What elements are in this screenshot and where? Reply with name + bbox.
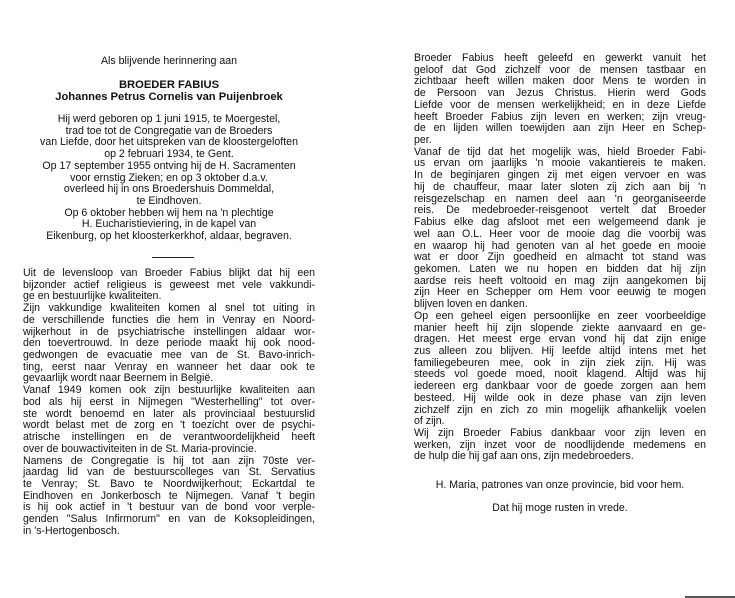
text-line: blijven loven en danken.: [414, 298, 528, 311]
text-line: aardse reis heeft voltooid en mag zijn aangekomen bij: [414, 274, 706, 287]
biography-line: van Liefde, door het uitspreken van de kloostergeloften: [40, 136, 298, 149]
biography-line: overleed hij in ons Broedershuis Dommeldal,: [63, 183, 275, 196]
text-line: bod als hij eerst in Nijmegen "Westerhelling" tot over-: [23, 395, 315, 408]
text-line: of zijn.: [414, 415, 445, 428]
text-line: zichzelf zijn en zich zo min mogelijk afhankelijk voelen: [414, 403, 706, 416]
biography-line: H. Eucharistieviering, in de kapel van: [81, 218, 257, 231]
text-line: Vanaf 1949 komen ook zijn bestuurlijke kwaliteiten aan: [23, 384, 315, 397]
text-line: te Venray; St. Bavo te Noordwijkerhout; Eckartdal te: [23, 477, 315, 490]
text-line: gedwongen de evacuatie mee van de St. Bavo-inrich-: [23, 349, 315, 362]
text-line: werken, zijn inzet voor de noodlijdende medemens en: [414, 438, 706, 451]
text-line: heeft Broeder Fabius zijn leven en werken; zijn vreug-: [414, 110, 706, 123]
biography-line: Hij werd geboren op 1 juni 1915, te Moergestel,: [57, 113, 281, 125]
text-line: iedereen erg dankbaar voor de goede zorgen aan hem: [414, 380, 706, 393]
text-line: per.: [414, 134, 432, 147]
deceased-full-name: Johannes Petrus Cornelis van Puijenbroek: [55, 91, 283, 103]
text-line: de en lijden willen toewijden aan zijn Heer en Schep-: [414, 122, 706, 135]
text-line: steeds vol goede moed, nooit klagend. Altijd was hij: [414, 368, 706, 381]
text-line: in 's-Hertogenbosch.: [23, 524, 120, 537]
text-line: Namens de Congregatie is hij tot aan zijn 70ste ver-: [23, 454, 315, 467]
text-line: besteed. Hij wilde ook in deze phase van zijn leven: [414, 391, 706, 404]
text-line: zichtbaar heeft willen maken door Mens te worden in: [414, 75, 706, 88]
text-line: Wij zijn Broeder Fabius dankbaar voor zijn leven en: [414, 427, 706, 439]
biography-line: Op 6 oktober hebben wij hem na 'n plechtige: [64, 206, 274, 219]
text-line: Eindhoven en Jonkerbosch te Nijmegen. Vanaf 't begin: [23, 489, 315, 502]
text-line: geloof dat God zichzelf voor de mensen tastbaar en: [414, 63, 706, 76]
text-line: Fabius elke dag afsloot met een welgemeend dank je: [414, 216, 706, 229]
text-line: manier heeft hij zijn slopende ziekte aanvaard en ge-: [414, 321, 706, 334]
text-line: Op een geheel eigen persoonlijke en zeer voorbeeldige: [414, 309, 706, 322]
text-line: de verschillende functies die hem in Venray en Noord-: [23, 313, 315, 326]
text-line: Zijn vakkundige kwaliteiten komen al snel tot uiting in: [23, 302, 315, 315]
text-line: de hulp die hij gaf aan ons, zijn medebroeders.: [414, 450, 634, 463]
text-line: wat er door Zijn goedheid en almacht tot stand was: [414, 251, 706, 264]
text-line: de Persoon van Jezus Christus. Hierin werd Gods: [414, 87, 706, 100]
text-line: is hij ook actief in 't bestuur van de bond voor verple-: [23, 501, 315, 514]
biography-line: voor ernstig Zieken; en op 3 oktober d.a.v.: [70, 171, 268, 184]
text-line: wel aan O.L. Heer voor de mooie dag die voorbij was: [414, 227, 706, 240]
text-line: ting, eerst naar Venray en wanneer het daar ook te: [23, 360, 315, 373]
biography-line: trad toe tot de Congregatie van de Broeders: [65, 124, 273, 137]
text-line: wordt belast met de zorg en 't toezicht over de psychi-: [23, 419, 315, 432]
text-line: zus alleen zou blijven. Hij leefde altijd intens met het: [414, 344, 706, 357]
text-line: Liefde voor de mensen werkelijkheid; en in deze Liefde: [414, 98, 706, 111]
text-line: reis. De medebroeder-reisgenoot vertelt dat Broeder: [414, 204, 706, 217]
text-line: jaardag lid van de bestuurscolleges van St. Servatius: [23, 466, 315, 479]
closing-line: Dat hij moge rusten in vrede.: [492, 502, 628, 514]
text-line: Vanaf de tijd dat het mogelijk was, hield Broeder Fabi-: [414, 145, 706, 158]
text-line: ste wordt benoemd en later als provinciaal bestuurslid: [23, 407, 315, 420]
text-line: familiegebeuren mee, ook in zijn ziek zijn. Hij was: [414, 356, 706, 369]
section-divider: [152, 257, 194, 258]
life-story-block: [23, 268, 315, 538]
text-line: gevaarlijk wordt naar Beernem in België.: [23, 372, 214, 385]
biography-line: te Eindhoven.: [136, 195, 202, 208]
text-line: ge en bestuurlijke kwaliteiten.: [23, 290, 162, 303]
biography-line: Eikenburg, op het kloosterkerkhof, aldaar, begraven.: [46, 230, 292, 243]
text-line: wijkerhout in de psychiatrische instellingen aldaar wor-: [23, 325, 315, 338]
text-line: en waarop hij had genoten van al het goede en mooie: [414, 239, 706, 252]
text-line: genden "Salus Infirmorum" en van de Koksopleidingen,: [23, 513, 315, 526]
text-line: Broeder Fabius heeft geleefd en gewerkt vanuit het: [414, 52, 706, 64]
text-line: In de beginjaren gingen zij met eigen vervoer en was: [414, 169, 706, 182]
text-line: us ervan om jaarlijks 'n mooie vakantiereis te maken.: [414, 157, 706, 170]
biography-block: [23, 114, 315, 243]
text-line: dragen. Het meest erge ervan vond hij dat zijn enige: [414, 333, 706, 346]
text-line: gekomen. Laten we nu hopen en bidden dat hij zijn: [414, 262, 706, 275]
text-line: hij de chauffeur, maar later sloten zij zich aan bij 'n: [414, 180, 706, 193]
text-line: Uit de levensloop van Broeder Fabius blijkt dat hij een: [23, 267, 315, 279]
text-line: reisgezelschap en namen deel aan 'n georganiseerde: [414, 192, 706, 205]
tribute-block: [414, 53, 706, 463]
text-line: zijn Heer en Schepper om Hem voor eeuwig te mogen: [414, 286, 706, 299]
text-line: atrische instellingen en de verantwoordelijkheid heeft: [23, 431, 315, 444]
deceased-name: BROEDER FABIUS: [118, 79, 220, 91]
text-line: bijzonder actief religieus is geweest met vele vakkundi-: [23, 278, 315, 291]
prayer-line: H. Maria, patrones van onze provincie, bid voor hem.: [435, 479, 685, 491]
biography-line: op 2 februari 1934, te Gent.: [104, 148, 234, 161]
text-line: over de bouwactiviteiten in de St. Maria-provincie.: [23, 442, 257, 455]
intro-line: Als blijvende herinnering aan: [100, 55, 238, 67]
biography-line: Op 17 september 1955 ontving hij de H. Sacramenten: [42, 159, 296, 172]
text-line: den toevertrouwd. In deze periode maakt hij ook nood-: [23, 337, 315, 350]
